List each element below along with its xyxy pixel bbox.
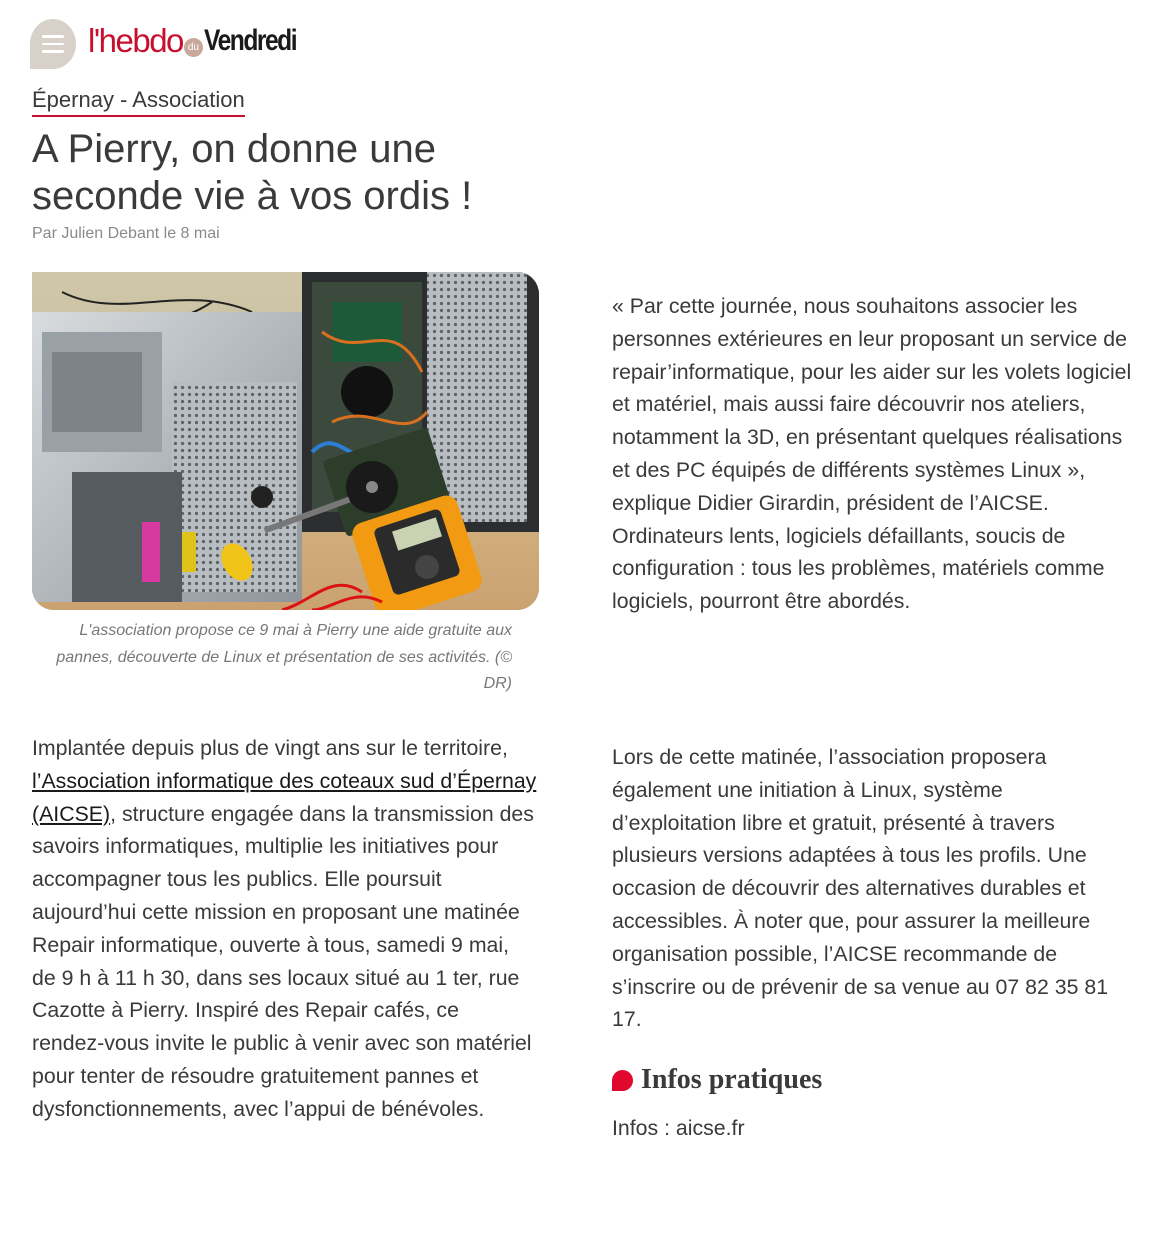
red-bullet-icon [612, 1070, 633, 1091]
article-paragraph-3: Lors de cette matinée, l’association proposera également une initiation à Linux, système d’exploitation libre et gratuit, présenté à travers plusieurs versions adaptées à tous les profils. Une occasion de découvrir des alternatives durables et accessibles. À noter que, pour assurer la meilleure organisation possible, l’AICSE recommande de s’inscrire ou de prévenir de sa venue au 07 82 35 81 17. [612, 745, 1109, 1032]
computer-repair-photo-illustration [32, 272, 539, 610]
menu-line-icon [42, 50, 64, 53]
article-byline: Par Julien Debant le 8 mai [32, 225, 220, 242]
aicse-link[interactable]: l’Association informatique des coteaux sud d’Épernay (AICSE) [32, 768, 537, 826]
infos-text: Infos : aicse.fr [612, 1116, 745, 1140]
paragraph-text: , structure engagée dans la transmission des savoirs informatiques, multiplie les initiatives pour accompagner tous les publics. Elle poursuit aujourd’hui cette mission en proposant une matinée Repair informatique, ouverte à tous, samedi 9 mai, de 9 h à 11 h 30, dans ses locaux situé au 1 ter, rue Cazotte à Pierry. Inspiré des Repair cafés, ce rendez-vous invite le public à venir avec son matériel pour tenter de résoudre gratuitement pannes et dysfonctionnements, avec l’appui de bénévoles. [32, 801, 534, 1121]
article-photo [32, 272, 539, 610]
logo-vendredi-text: Vendredi [203, 24, 297, 57]
logo-du-badge: du [184, 38, 203, 57]
hamburger-menu-button[interactable] [30, 19, 76, 69]
article-paragraph-1 [32, 732, 537, 1126]
article-paragraph-2: « Par cette journée, nous souhaitons associer les personnes extérieures en leur proposant un service de repair’informatique, pour les aider sur les volets logiciel et matériel, mais aussi faire découvrir nos ateliers, notamment la 3D, en présentant quelques réalisations et des PC équipés de différents systèmes Linux », explique Didier Girardin, président de l’AICSE. Ordinateurs lents, logiciels défaillants, soucis de configuration : tous les problèmes, matériels comme logiciels, pourront être abordés. [612, 294, 1132, 614]
article-category-link[interactable]: Épernay - Association [32, 86, 245, 117]
infos-title: Infos pratiques [641, 1064, 823, 1095]
menu-line-icon [42, 35, 64, 38]
photo-caption: L'association propose ce 9 mai à Pierry une aide gratuite aux pannes, découverte de Linux et présentation de ses activités. (© DR) [56, 622, 512, 692]
menu-line-icon [42, 43, 64, 46]
logo-hebdo-text: l'hebdo [88, 22, 183, 59]
site-header [30, 18, 316, 70]
site-logo[interactable] [88, 16, 316, 66]
article-title: A Pierry, on donne une seconde vie à vos ordis ! [32, 127, 473, 218]
paragraph-text: Implantée depuis plus de vingt ans sur le territoire, [32, 736, 508, 760]
infos-pratiques-heading [612, 1064, 822, 1096]
